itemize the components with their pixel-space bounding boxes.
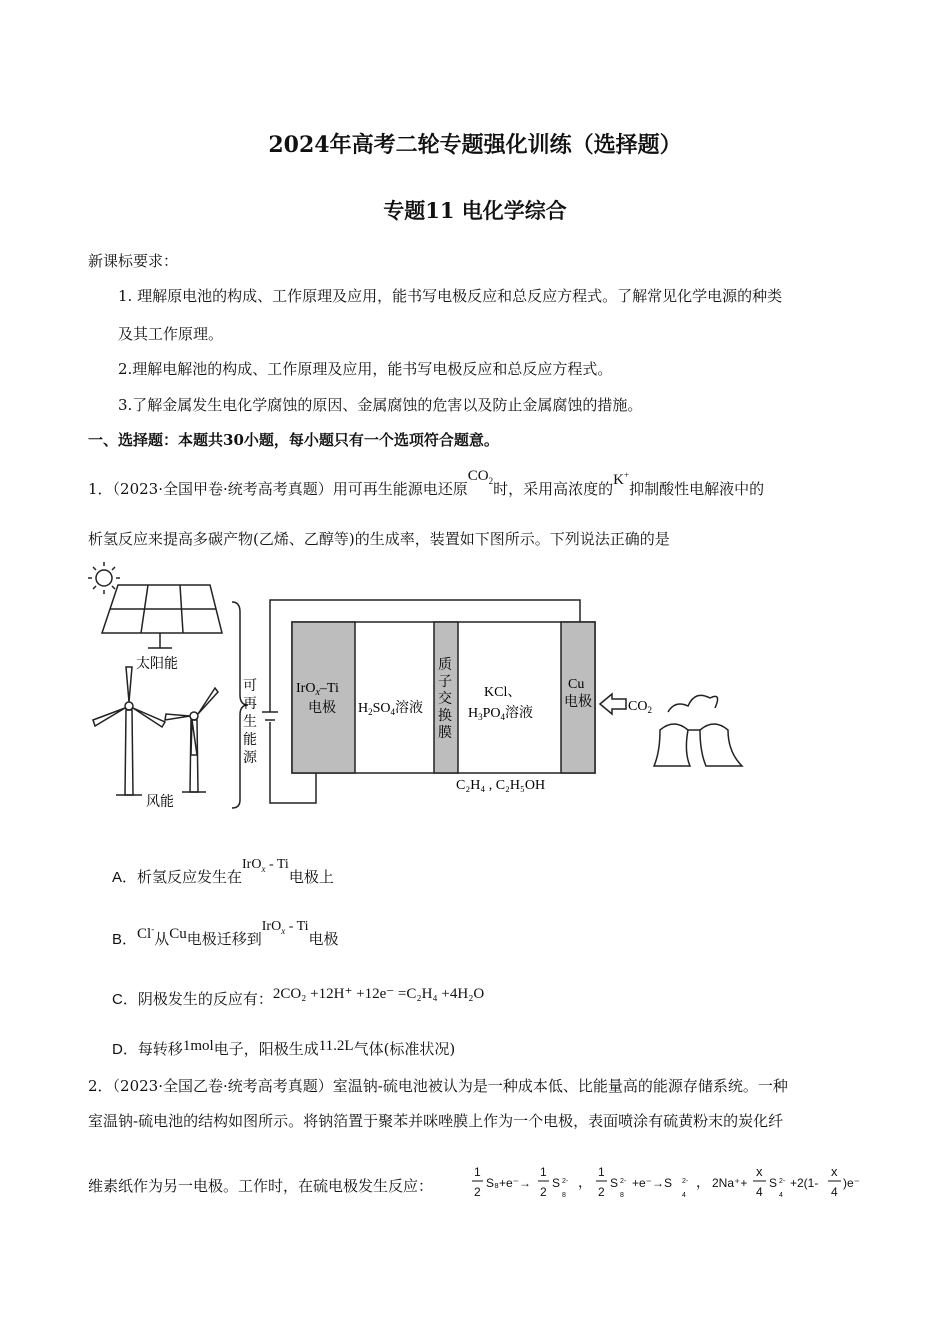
option-a[interactable]: A．析氢反应发生在IrO$_x$ - Ti电极上 — [112, 857, 334, 886]
anode-label: IrO$_x$–Ti — [296, 681, 339, 698]
svg-text:2-: 2- — [682, 1178, 689, 1185]
svg-text:交: 交 — [438, 692, 452, 707]
question-number: 2． — [88, 1077, 113, 1095]
mol-value: 1mol — [182, 1038, 214, 1054]
svg-text:x: x — [756, 1164, 763, 1179]
volume-value: 11.2L — [318, 1038, 354, 1054]
question-source: （2023·全国乙卷·统考高考真题） — [112, 1077, 333, 1095]
svg-text:能: 能 — [243, 733, 257, 748]
co2-inlet-label: $CO_2$ — [628, 699, 652, 715]
renewable-source-label — [243, 678, 258, 766]
anode-electrode — [292, 622, 355, 773]
svg-text:x: x — [831, 1164, 838, 1179]
question-text: 用可再生能源电还原 — [332, 480, 468, 498]
section-heading: 一、选择题：本题共30小题，每小题只有一个选项符合题意。 — [88, 431, 499, 449]
question-1-line-2: 析氢反应来提高多碳产物(乙烯、乙醇等)的生成率，装置如下图所示。下列说法正确的是 — [88, 530, 670, 548]
requirement-3: 3.了解金属发生电化学腐蚀的原因、金属腐蚀的危害以及防止金属腐蚀的措施。 — [118, 396, 643, 414]
requirement-1-line-1: 1. 理解原电池的构成、工作原理及应用，能书写电极反应和总反应方程式。了解常见化学电源的种类 — [118, 287, 783, 305]
svg-text:1: 1 — [474, 1165, 481, 1179]
cu-formula: Cu — [169, 926, 187, 942]
products-label: C₂H₄ , C₂H₅OH — [456, 778, 546, 793]
svg-text:S₈+e⁻→: S₈+e⁻→ — [486, 1176, 531, 1190]
svg-text:1: 1 — [540, 1165, 547, 1179]
question-number: 1． — [88, 480, 113, 498]
anode-label-2: 电极 — [308, 701, 336, 716]
svg-text:再: 再 — [243, 697, 257, 712]
svg-text:换: 换 — [438, 709, 452, 724]
question-2-line-2: 室温钠-硫电池的结构如图所示。将钠箔置于聚苯并咪唑膜上作为一个电极，表面喷涂有硫黄粉末的炭化纤 — [88, 1112, 784, 1130]
iro-ti-formula: IrO$_x$ - Ti — [242, 857, 289, 874]
svg-text:源: 源 — [243, 751, 257, 766]
svg-text:子: 子 — [438, 675, 452, 690]
question-text: 时，采用高浓度的 — [493, 480, 614, 498]
question-2-line-3: 维素纸作为另一电极。工作时，在硫电极发生反应： — [88, 1177, 434, 1195]
question-2-line-1 — [88, 1075, 788, 1096]
requirement-2: 2.理解电解池的构成、工作原理及应用，能书写电极反应和总反应方程式。 — [118, 360, 613, 378]
svg-text:4: 4 — [831, 1185, 838, 1199]
co2-formula: $CO_2$ — [467, 468, 494, 486]
svg-text:4: 4 — [682, 1192, 686, 1199]
requirement-1-line-2: 及其工作原理。 — [118, 325, 224, 343]
option-b[interactable]: B．Cl-从Cu电极迁移到IrO$_x$ - Ti电极 — [112, 919, 339, 948]
kcl-label: KCl、 — [484, 685, 522, 700]
h3po4-solution-label: $H_3PO_4$溶液 — [468, 706, 534, 722]
sulfur-electrode-equations — [470, 1158, 870, 1210]
svg-text:，: ， — [696, 1174, 710, 1190]
cu-label: Cu — [568, 677, 585, 692]
requirements-heading: 新课标要求： — [88, 252, 179, 270]
svg-text:质: 质 — [438, 658, 452, 673]
svg-text:1: 1 — [598, 1165, 605, 1179]
sun-icon — [88, 562, 120, 594]
solar-panel-icon — [102, 585, 222, 648]
svg-text:4: 4 — [779, 1192, 783, 1199]
svg-text:膜: 膜 — [438, 726, 452, 741]
iro-ti-formula: IrO$_x$ - Ti — [261, 919, 309, 936]
svg-text:2Na⁺+: 2Na⁺+ — [712, 1176, 748, 1190]
solar-label: 太阳能 — [136, 657, 178, 672]
svg-text:可: 可 — [243, 679, 257, 694]
page-title: 2024年高考二轮专题强化训练（选择题） — [268, 132, 682, 158]
co2-inlet-arrow — [600, 694, 626, 714]
svg-text:8: 8 — [562, 1192, 566, 1199]
svg-text:8: 8 — [620, 1192, 624, 1199]
cu-label-2: 电极 — [564, 695, 592, 710]
svg-text:生: 生 — [243, 715, 257, 730]
svg-text:2-: 2- — [562, 1178, 569, 1185]
svg-text:S: S — [769, 1176, 778, 1190]
k-ion-formula: K+ — [613, 470, 630, 488]
option-c[interactable]: C．阴极发生的反应有：2CO₂ +12H⁺ +12e⁻ =C₂H₄ +4H₂O — [112, 986, 485, 1008]
question-source: （2023·全国甲卷·统考高考真题） — [112, 480, 333, 498]
svg-text:)e⁻: )e⁻ — [843, 1176, 861, 1190]
cathode-reaction-formula: 2CO₂ +12H⁺ +12e⁻ =C₂H₄ +4H₂O — [272, 986, 485, 1002]
electrolysis-diagram — [84, 560, 774, 820]
wind-turbine-icon — [93, 667, 165, 795]
h2so4-solution-label: $H_2SO_4$溶液 — [358, 701, 424, 717]
svg-text:2-: 2- — [620, 1178, 627, 1185]
svg-text:+e⁻→S: +e⁻→S — [632, 1176, 673, 1190]
svg-text:2: 2 — [598, 1185, 605, 1199]
svg-text:2: 2 — [540, 1185, 547, 1199]
cl-ion-formula: Cl- — [137, 924, 155, 942]
page-subtitle: 专题11 电化学综合 — [383, 198, 567, 223]
svg-text:+2(1-: +2(1- — [790, 1176, 819, 1190]
option-d[interactable]: D．每转移1mol电子，阳极生成11.2L气体(标准状况) — [112, 1038, 456, 1058]
wind-label: 风能 — [146, 795, 174, 810]
question-text: 抑制酸性电解液中的 — [629, 480, 765, 498]
factory-icon — [654, 695, 742, 766]
svg-text:2: 2 — [474, 1185, 481, 1199]
svg-text:2-: 2- — [779, 1178, 786, 1185]
svg-text:，: ， — [578, 1174, 592, 1190]
question-1-line-1 — [88, 468, 765, 500]
svg-text:4: 4 — [756, 1185, 763, 1199]
membrane-label — [438, 657, 452, 741]
wind-turbine-icon — [165, 688, 218, 792]
svg-text:S: S — [610, 1176, 619, 1190]
question-text: 室温钠-硫电池被认为是一种成本低、比能量高的能源存储系统。一种 — [332, 1077, 788, 1095]
svg-text:S: S — [552, 1176, 561, 1190]
